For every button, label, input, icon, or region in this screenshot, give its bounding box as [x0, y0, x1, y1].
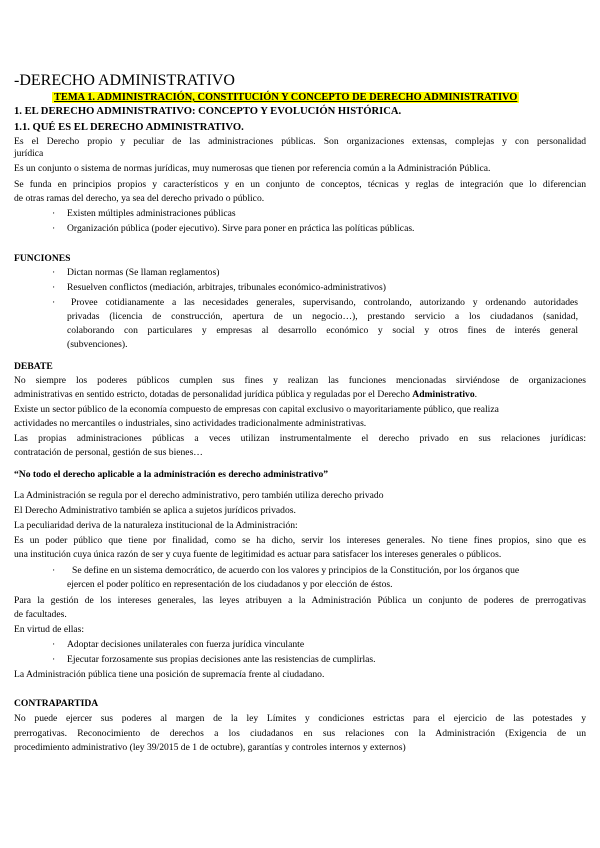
list-item-text: Existen múltiples administraciones públicas: [67, 208, 236, 219]
bullet-icon: ·: [52, 639, 56, 650]
debate-text: .: [474, 389, 478, 400]
list-item-text: Dictan normas (Se llaman reglamentos): [67, 267, 220, 278]
list-item-text: Organización pública (poder ejecutivo). Sirve para poner en práctica las políticas públicas.: [67, 223, 415, 234]
contra-line: prerrogativas. Reconocimiento de derechos a los ciudadanos en sus relaciones con la Administración (Exigencia de un: [14, 728, 586, 739]
debate-text: administrativas en sentido estricto, dotadas de personalidad jurídica pública y reguladas por el Derecho: [14, 389, 413, 400]
body-line: La Administración se regula por el derecho administrativo, pero también utiliza derecho privado: [14, 490, 384, 501]
contra-line: procedimiento administrativo (ley 39/2015 de 1 de octubre), garantías y controles internos y externos): [14, 742, 406, 753]
body-line: Para la gestión de los intereses generales, las leyes atribuyen a la Administración Pública un conjunto de poderes de prerrogativas: [14, 595, 586, 606]
list-item-text: Provee cotidianamente a las necesidades generales, supervisando, controlando, autorizando y ordenando autoridades: [71, 297, 578, 308]
list-item-text: Resuelven conflictos (mediación, arbitrajes, tribunales económico-administrativos): [67, 282, 386, 293]
bullet-icon: ·: [52, 565, 56, 576]
debate-line: Las propias administraciones públicas a veces utilizan instrumentalmente el derecho privado en sus relaciones jurídicas:: [14, 433, 586, 444]
tema-heading-text: TEMA 1. ADMINISTRACIÓN, CONSTITUCIÓN Y CONCEPTO DE DERECHO ADMINISTRATIVO: [54, 92, 518, 103]
list-item-text: (subvenciones).: [67, 339, 128, 350]
contra-line: No puede ejercer sus poderes al margen de la ley Límites y condiciones estrictas para el ejercicio de las potestades y: [14, 713, 586, 724]
body-line: El Derecho Administrativo también se aplica a sujetos jurídicos privados.: [14, 505, 296, 516]
bullet-icon: ·: [52, 208, 56, 219]
bullet-icon: ·: [52, 297, 56, 308]
intro-line: de otras ramas del derecho, ya sea del derecho privado o público.: [14, 193, 265, 204]
bullet-icon: ·: [52, 223, 56, 234]
debate-line: Existe un sector público de la economía compuesto de empresas con capital exclusivo o mayoritariamente público, que realiza: [14, 404, 499, 415]
body-line: de facultades.: [14, 609, 67, 620]
debate-heading: DEBATE: [14, 361, 53, 372]
bullet-icon: ·: [52, 267, 56, 278]
debate-bold-term: Administrativo: [412, 389, 475, 400]
debate-line: contratación de personal, gestión de sus bienes…: [14, 447, 203, 458]
body-line: una institución cuya única razón de ser y cuya fuente de legitimidad es actuar para satisfacer los intereses generales o públicos.: [14, 549, 502, 560]
section-heading-1: 1. EL DERECHO ADMINISTRATIVO: CONCEPTO Y EVOLUCIÓN HISTÓRICA.: [14, 106, 402, 117]
body-line: En virtud de ellas:: [14, 624, 85, 635]
funciones-heading: FUNCIONES: [14, 253, 71, 264]
list-item-text: Ejecutar forzosamente sus propias decisiones ante las resistencias de cumplirlas.: [67, 654, 376, 665]
intro-line: jurídica: [14, 148, 44, 159]
tema-heading: [52, 92, 519, 104]
body-line: La peculiaridad deriva de la naturaleza institucional de la Administración:: [14, 520, 298, 531]
debate-line: actividades no mercantiles o industriales, sino actividades tradicionalmente administrativas.: [14, 418, 367, 429]
debate-line: [14, 389, 477, 401]
intro-line: Es el Derecho propio y peculiar de las administraciones públicas. Son organizaciones extensas, complejas y con personalidad: [14, 136, 586, 147]
list-item-text: colaborando con particulares y empresas al desarrollo económico y social y otros fines de interés general: [67, 325, 578, 336]
list-item-text: ejercen el poder político en representación de los ciudadanos y por elección de éstos.: [67, 579, 393, 590]
list-item-text: privadas (licencia de construcción, apertura de un negocio…), prestando servicio a los ciudadanos (sanidad,: [67, 311, 578, 322]
debate-line: No siempre los poderes públicos cumplen sus fines y realizan las funciones mencionadas sirviéndose de organizaciones: [14, 375, 586, 386]
body-line: La Administración pública tiene una posición de supremacía frente al ciudadano.: [14, 669, 325, 680]
intro-line: Es un conjunto o sistema de normas jurídicas, muy numerosas que tienen por referencia común a la Administración Pública.: [14, 163, 491, 174]
document-title: -DERECHO ADMINISTRATIVO: [14, 72, 235, 89]
quote: “No todo el derecho aplicable a la administración es derecho administrativo”: [14, 469, 329, 480]
bullet-icon: ·: [52, 654, 56, 665]
body-line: Es un poder público que tiene por finalidad, como se ha dicho, servir los intereses generales. No tiene fines propios, sino que es: [14, 535, 586, 546]
bullet-icon: ·: [52, 282, 56, 293]
list-item-text: Se define en un sistema democrático, de acuerdo con los valores y principios de la Constitución, por los órganos que: [72, 565, 520, 576]
section-heading-1-1: 1.1. QUÉ ES EL DERECHO ADMINISTRATIVO.: [14, 122, 244, 133]
contrapartida-heading: CONTRAPARTIDA: [14, 698, 99, 709]
list-item-text: Adoptar decisiones unilaterales con fuerza jurídica vinculante: [67, 639, 305, 650]
intro-line: Se funda en principios propios y característicos y en un conjunto de conceptos, técnicas y reglas de integración que lo diferencian: [14, 179, 586, 190]
